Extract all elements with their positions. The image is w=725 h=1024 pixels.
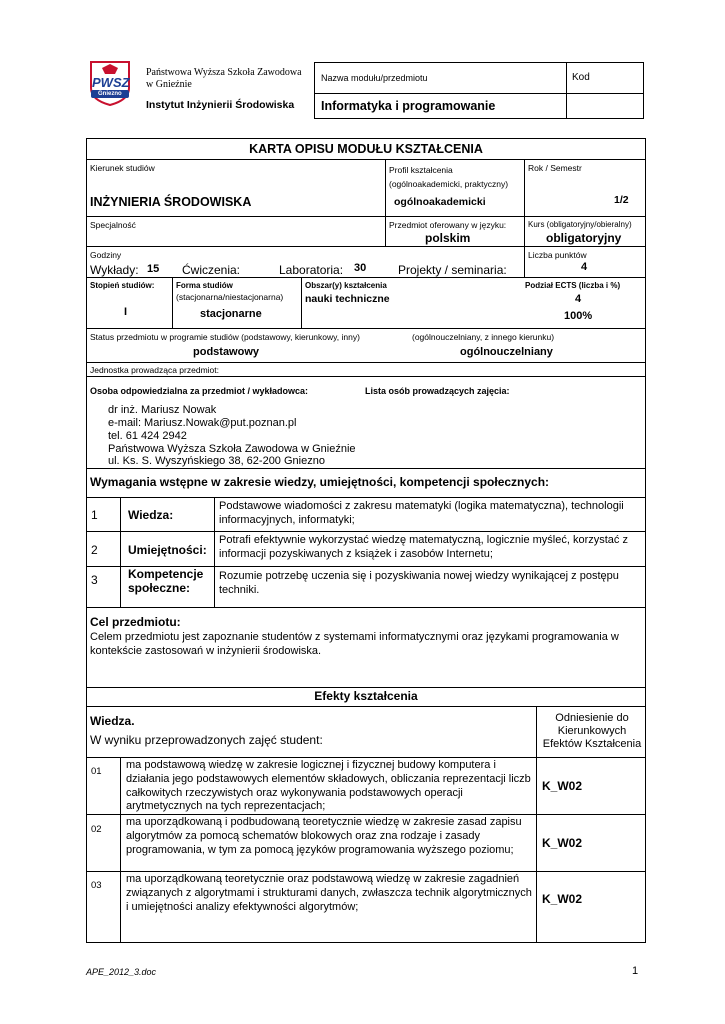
contact-email: e-mail: Mariusz.Nowak@put.poznan.pl	[108, 416, 297, 429]
requirement-number: 1	[91, 508, 98, 522]
projects-label: Projekty / seminaria:	[398, 263, 507, 277]
logo-subtext: Gniezno	[98, 91, 122, 97]
unit-label: Jednostka prowadząca przedmiot:	[90, 365, 219, 375]
requirement-text: Rozumie potrzebę uczenia się i pozyskiwania nowej wiedzy wynikającej z postępu techniki.	[219, 570, 619, 596]
ects-label: Podział ECTS (liczba i %)	[525, 281, 621, 290]
form-value: stacjonarne	[200, 308, 262, 320]
language-value: polskim	[425, 231, 471, 245]
points-label: Liczba punktów	[528, 250, 587, 260]
logo-text: PWSZ	[92, 75, 130, 90]
module-name-label: Nazwa modułu/przedmiotu	[321, 73, 428, 83]
requirement-number: 2	[91, 543, 98, 557]
requirement-text: Potrafi efektywnie wykorzystać wiedzę matematyczną, logicznie myśleć, korzystać z informacji pozyskiwanych z książek i zasobów Internetu;	[219, 534, 628, 560]
effect-text: ma uporządkowaną teoretycznie oraz podstawową wiedzę w zakresie zagadnień związanych z algorytmami i strukturami danych, zwłaszcza technik algorytmicznych i umiejętności analizy efektywności algorytmów;	[126, 873, 532, 913]
field-label: Kierunek studiów	[90, 163, 155, 173]
university-name: Państwowa Wyższa Szkoła Zawodowa w Gnieźnie	[146, 67, 302, 90]
contact-block	[108, 404, 356, 468]
card-title: KARTA OPISU MODUŁU KSZTAŁCENIA	[249, 142, 483, 156]
general-label: (ogólnouczelniany, z innego kierunku)	[412, 332, 555, 342]
effect-number: 01	[91, 766, 102, 777]
effect-number: 02	[91, 824, 102, 835]
page-number: 1	[632, 965, 639, 977]
year-label: Rok / Semestr	[528, 163, 582, 173]
lectures-label: Wykłady:	[90, 263, 139, 277]
requirement-text: Podstawowe wiadomości z zakresu matematyki (logika matematyczna), technologii informacyjnych, informatyki;	[219, 500, 624, 526]
lecturers-label: Lista osób prowadzących zajęcia:	[365, 386, 510, 396]
status-label: Status przedmiotu w programie studiów (podstawowy, kierunkowy, inny)	[90, 332, 360, 342]
contact-institution: Państwowa Wyższa Szkoła Zawodowa w Gnieźnie	[108, 442, 356, 455]
effect-reference: K_W02	[542, 892, 583, 906]
course-value: obligatoryjny	[546, 231, 622, 245]
degree-label: Stopień studiów:	[90, 281, 155, 290]
requirement-label: Umiejętności:	[128, 543, 207, 557]
ects-value: 4	[575, 293, 582, 305]
effect-reference: K_W02	[542, 779, 583, 793]
goal-title: Cel przedmiotu:	[90, 615, 181, 629]
area-label: Obszar(y) kształcenia	[305, 281, 387, 290]
footer-doc-name: APE_2012_3.doc	[86, 967, 157, 977]
form-sublabel: (stacjonarna/niestacjonarna)	[176, 292, 284, 302]
points-value: 4	[581, 261, 588, 273]
requirement-label: Wiedza:	[128, 508, 174, 522]
effect-text: ma uporządkowaną i podbudowaną teoretycznie wiedzę w zakresie zasad zapisu algorytmów za pomocą schematów blokowych oraz zna rodzaje i zasady programowania, w tym za pomocą języków programowania wyższego poziomu;	[126, 816, 522, 856]
contact-name: dr inż. Mariusz Nowak	[108, 404, 217, 416]
effects-title: Efekty kształcenia	[314, 689, 418, 703]
hours-label: Godziny	[90, 250, 122, 260]
effect-reference: K_W02	[542, 836, 583, 850]
contact-address: ul. Ks. S. Wyszyńskiego 38, 62-200 Gniezno	[108, 455, 325, 468]
effect-number: 03	[91, 880, 102, 891]
requirement-number: 3	[91, 573, 98, 587]
logo	[85, 58, 135, 106]
effect-text: ma podstawową wiedzę w zakresie logicznej i fizycznej budowy komputera i działania jego podstawowych elementów składowych, obliczania reprezentacji liczb całkowitych rzeczywistych oraz wykonywania podstawowych operacji arytmetycznych na tych reprezentacjach;	[126, 759, 531, 813]
specialization-label: Specjalność	[90, 220, 136, 230]
course-label: Kurs (obligatoryjny/obieralny)	[528, 220, 632, 229]
requirement-label: Kompetencje społeczne:	[128, 567, 204, 596]
exercises-label: Ćwiczenia:	[182, 263, 241, 277]
knowledge-subtitle: W wyniku przeprowadzonych zajęć student:	[90, 733, 323, 747]
institute-name: Instytut Inżynierii Środowiska	[146, 99, 295, 111]
lab-label: Laboratoria:	[279, 263, 344, 277]
lab-value: 30	[354, 262, 367, 274]
status-value: podstawowy	[193, 346, 260, 358]
area-value: nauki techniczne	[305, 293, 390, 305]
code-label: Kod	[572, 72, 590, 83]
form-label: Forma studiów	[176, 281, 233, 290]
year-value: 1/2	[614, 194, 629, 206]
general-value: ogólnouczelniany	[460, 346, 553, 358]
degree-value: I	[124, 306, 128, 318]
field-value: INŻYNIERIA ŚRODOWISKA	[90, 195, 252, 209]
knowledge-title: Wiedza.	[90, 714, 135, 728]
profile-value: ogólnoakademicki	[394, 196, 486, 208]
requirements-title: Wymagania wstępne w zakresie wiedzy, umiejętności, kompetencji społecznych:	[90, 475, 550, 489]
profile-label: Profil kształcenia (ogólnoakademicki, praktyczny)	[389, 165, 509, 190]
goal-text: Celem przedmiotu jest zapoznanie studentów z systemami informatycznymi oraz językami programowania w kontekście zastosowań w inżynierii środowiska.	[90, 631, 619, 657]
contact-phone: tel. 61 424 2942	[108, 429, 187, 442]
reference-header: Odniesienie do Kierunkowych Efektów Kształcenia	[542, 712, 642, 751]
responsible-label: Osoba odpowiedzialna za przedmiot / wykładowca:	[90, 386, 309, 396]
lectures-value: 15	[147, 263, 160, 275]
ects-percent: 100%	[564, 310, 593, 322]
module-name: Informatyka i programowanie	[321, 99, 496, 113]
language-label: Przedmiot oferowany w języku:	[389, 220, 507, 230]
